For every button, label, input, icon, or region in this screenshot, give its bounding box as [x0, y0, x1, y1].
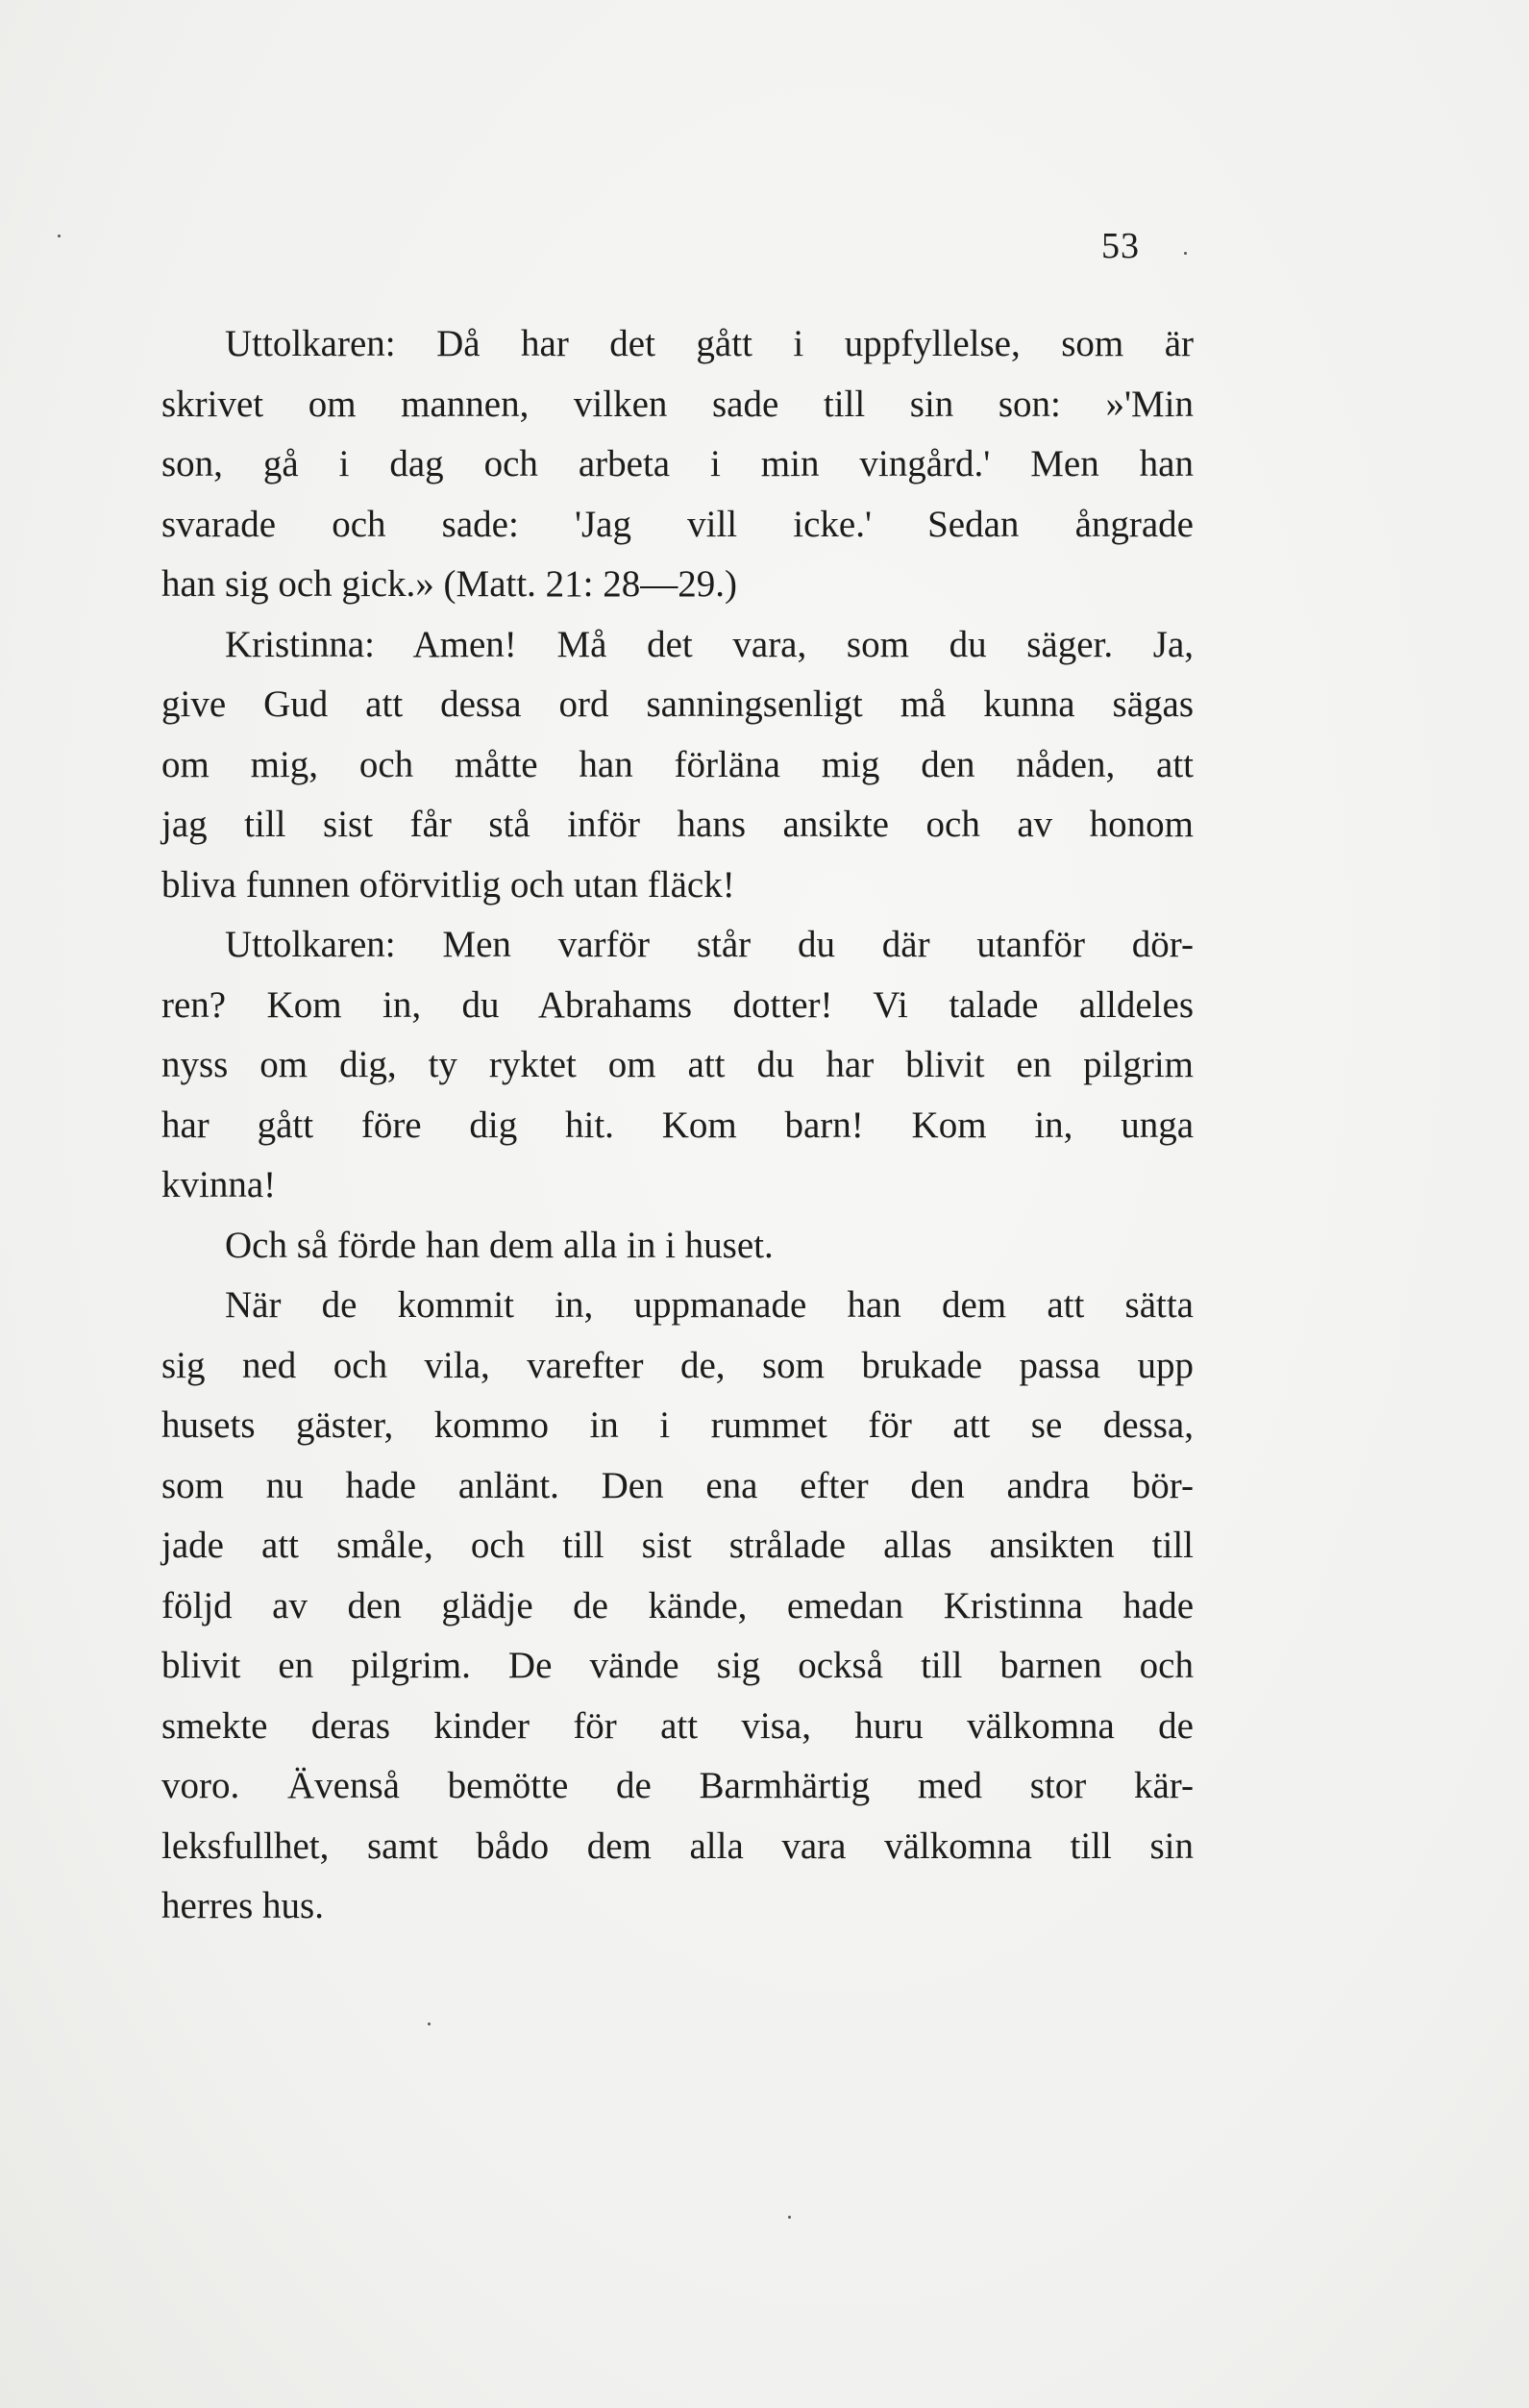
text-line: Kristinna: Amen! Må det vara, som du säger. Ja, — [225, 623, 1194, 665]
text-line: Och så förde han dem alla in i huset. — [225, 1224, 774, 1266]
paper-speck — [58, 235, 61, 237]
text-line: blivit en pilgrim. De vände sig också till barnen och — [161, 1645, 1194, 1686]
text-line: jade att småle, och till sist strålade allas ansikten till — [161, 1525, 1194, 1566]
paper-speck — [1184, 252, 1187, 255]
text-line: han sig och gick.» (Matt. 21: 28—29.) — [161, 563, 737, 605]
text-line: ren? Kom in, du Abrahams dotter! Vi talade alldeles — [161, 983, 1194, 1026]
text-line: herres hus. — [161, 1885, 324, 1926]
text-line: följd av den glädje de kände, emedan Kristinna hade — [161, 1584, 1194, 1626]
text-line: nyss om dig, ty ryktet om att du har blivit en pilgrim — [161, 1044, 1194, 1085]
text-line: voro. Ävenså bemötte de Barmhärtig med stor kär- — [161, 1765, 1194, 1806]
text-line: svarade och sade: 'Jag vill icke.' Sedan ångrade — [161, 503, 1194, 545]
text-line: leksfullhet, samt bådo dem alla vara välkomna till sin — [161, 1825, 1194, 1867]
page-number: 53 — [1101, 226, 1140, 266]
paper-speck — [788, 2216, 791, 2219]
text-line: som nu hade anlänt. Den ena efter den andra bör- — [161, 1464, 1194, 1506]
text-line: Uttolkaren: Då har det gått i uppfyllelse, som är — [225, 323, 1194, 364]
text-line: smekte deras kinder för att visa, huru välkomna de — [161, 1704, 1194, 1747]
text-line: jag till sist får stå inför hans ansikte och av honom — [161, 804, 1194, 845]
text-line: När de kommit in, uppmanade han dem att sätta — [225, 1284, 1194, 1326]
text-line: husets gäster, kommo in i rummet för att se dessa, — [161, 1404, 1194, 1446]
text-line: om mig, och måtte han förläna mig den nåden, att — [161, 743, 1194, 785]
text-line: bliva funnen oförvitlig och utan fläck! — [161, 863, 735, 906]
text-line: skrivet om mannen, vilken sade till sin son: »'Min — [161, 383, 1194, 425]
text-line: har gått före dig hit. Kom barn! Kom in, unga — [161, 1104, 1194, 1146]
text-line: son, gå i dag och arbeta i min vingård.' Men han — [161, 443, 1194, 484]
paper-speck — [428, 2023, 431, 2025]
body-text — [161, 314, 1194, 1937]
text-line: give Gud att dessa ord sanningsenligt må kunna sägas — [161, 683, 1194, 725]
text-line: Uttolkaren: Men varför står du där utanför dör- — [225, 924, 1194, 965]
text-line: kvinna! — [161, 1164, 277, 1205]
text-line: sig ned och vila, varefter de, som brukade passa upp — [161, 1344, 1194, 1386]
